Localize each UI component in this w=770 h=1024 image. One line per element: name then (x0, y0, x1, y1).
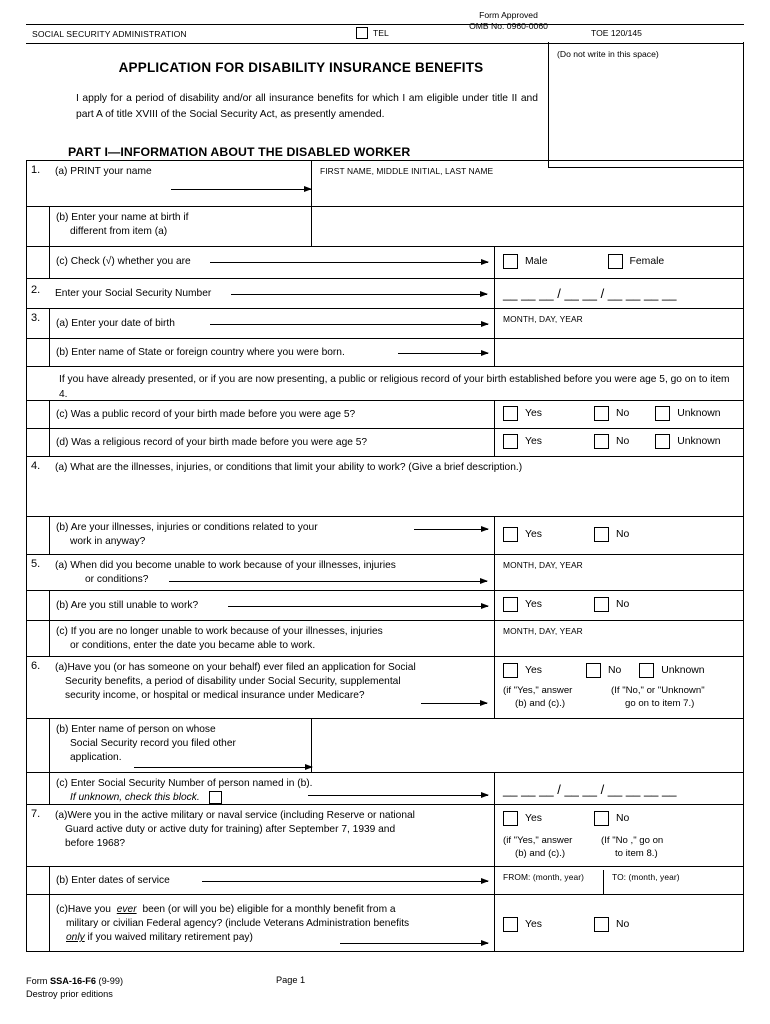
yes-checkbox[interactable] (503, 527, 518, 542)
item-1c-options-cell (494, 247, 743, 278)
item-4b-option-yes[interactable] (503, 527, 542, 542)
item-3a-row (27, 309, 743, 339)
item-5a-label-line1: (a) When did you become unable to work because of your illnesses, injuries (55, 560, 396, 571)
item-7c-only: only (66, 932, 85, 943)
item-3c-label-cell (49, 401, 494, 428)
no-label: No (615, 918, 630, 930)
ssn-input[interactable]: __ __ __ / __ __ / __ __ __ __ (503, 782, 677, 797)
form-approved-label: Form Approved (479, 10, 538, 20)
arrow-icon (398, 353, 488, 354)
item-6-number: 6. (31, 660, 41, 672)
item-4b-label-line2: work in anyway? (70, 536, 146, 547)
item-3d-label-cell (49, 429, 494, 456)
item-6c-label-line1: (c) Enter Social Security Number of person named in (b). (56, 778, 313, 789)
item-1c-label: (c) Check (√) whether you are (56, 256, 191, 267)
item-5b-label-cell (49, 591, 494, 620)
item-3-note: If you have already presented, or if you are now presenting, a public or religious record of your birth established before you were age 5, go on to item 4. (59, 374, 730, 400)
unknown-checkbox[interactable] (639, 663, 654, 678)
male-label: Male (525, 255, 548, 267)
gender-option-female[interactable] (608, 254, 665, 269)
item-3d-option-unknown[interactable] (655, 434, 720, 449)
arrow-icon (210, 262, 488, 263)
intro-paragraph: I apply for a period of disability and/or all insurance benefits for which I am eligible under title II and part A of title XVIII of the Social Security Act, as presently amended. (76, 93, 538, 120)
item-6a-label-line2: Security benefits, a period of disability under Social Security, supplemental (65, 676, 401, 687)
item-7c-label-cell (49, 895, 494, 951)
no-label: No (615, 528, 630, 540)
item-5b-number-spacer (27, 591, 49, 620)
item-6c-label-line2: If unknown, check this block. (70, 792, 200, 804)
no-label: No (615, 407, 630, 419)
item-3c-number-spacer (27, 401, 49, 428)
item-3c-option-yes[interactable] (503, 406, 542, 421)
toe-number: TOE 120/145 (591, 28, 642, 38)
no-checkbox[interactable] (586, 663, 601, 678)
footer-page-number: Page 1 (276, 975, 306, 985)
item-7c-number-spacer (27, 895, 49, 951)
gender-option-male[interactable] (503, 254, 548, 269)
arrow-icon (210, 324, 488, 325)
item-5a-caption: MONTH, DAY, YEAR (503, 560, 583, 570)
item-7a-hint-left-line1: (if "Yes," answer (503, 835, 573, 846)
item-7c-label-line1b: been (or will you be) eligible for a monthly benefit from a (142, 904, 396, 915)
item-2-row (27, 279, 743, 309)
item-1a-row (27, 161, 743, 207)
unknown-label: Unknown (677, 435, 721, 447)
item-5a-label-line2: or conditions? (85, 574, 149, 585)
item-6a-options-cell (494, 657, 743, 718)
item-7b-dates-cell (494, 867, 743, 894)
arrow-icon (414, 529, 488, 530)
item-7a-option-no[interactable] (594, 811, 629, 826)
yes-checkbox[interactable] (503, 811, 518, 826)
no-checkbox[interactable] (594, 811, 609, 826)
item-4a-label-cell (49, 457, 743, 516)
item-3a-input-cell[interactable] (494, 309, 743, 338)
item-7c-label-line2: military or civilian Federal agency? (include Veterans Administration benefits (66, 918, 410, 929)
footer-form-line (26, 975, 276, 988)
title-block (40, 60, 562, 123)
item-1b-label-cell (49, 207, 311, 246)
footer-form-rev: (9-99) (98, 976, 124, 986)
item-3b-number-spacer (27, 339, 49, 366)
item-6c-label-cell (49, 773, 494, 804)
item-6b-label-line3: application. (70, 752, 122, 763)
item-4b-label-line1: (b) Are your illnesses, injuries or conditions related to your (56, 522, 318, 533)
item-7a-label-cell (49, 805, 494, 866)
item-3b-label-cell (49, 339, 494, 366)
arrow-icon (308, 795, 488, 796)
item-4b-label-cell (49, 517, 494, 554)
item-6c-label-line2-wrap (56, 791, 488, 805)
item-7-number: 7. (31, 808, 41, 820)
item-4-number: 4. (31, 460, 41, 472)
item-4b-row (27, 517, 743, 555)
item-6a-label-cell (49, 657, 494, 718)
item-1a-input-cell[interactable] (311, 161, 743, 206)
item-5b-options-cell (494, 591, 743, 620)
form-grid (26, 161, 744, 952)
no-label: No (607, 664, 622, 676)
item-3d-option-no[interactable] (594, 434, 629, 449)
item-7a-label-line2: Guard active duty or active duty for training) after September 7, 1939 and (65, 824, 396, 835)
yes-label: Yes (525, 407, 542, 419)
item-4a-row[interactable] (27, 457, 743, 517)
item-5a-label-cell (49, 555, 494, 590)
item-3-note-row (27, 367, 743, 401)
item-7b-number-spacer (27, 867, 49, 894)
item-6a-label-line3: security income, or hospital or medical insurance under Medicare? (65, 690, 365, 701)
item-6a-hint-left-line1: (if "Yes," answer (503, 685, 573, 696)
yes-label: Yes (525, 598, 542, 610)
item-5c-row (27, 621, 743, 657)
arrow-icon (202, 881, 488, 882)
item-1a-caption: FIRST NAME, MIDDLE INITIAL, LAST NAME (320, 166, 494, 176)
item-7c-label-line3b: if you waived military retirement pay) (87, 932, 253, 943)
item-5c-label-cell (49, 621, 494, 656)
agency-name: SOCIAL SECURITY ADMINISTRATION (32, 29, 187, 39)
item-7a-label-line3: before 1968? (65, 838, 126, 849)
item-7b-to-caption: TO: (month, year) (612, 872, 680, 882)
item-5a-input-cell[interactable] (494, 555, 743, 590)
arrow-icon (231, 294, 487, 295)
item-3b-row (27, 339, 743, 367)
item-5b-option-no[interactable] (594, 597, 629, 612)
item-4b-options-cell (494, 517, 743, 554)
footer-form-word: Form (26, 976, 48, 986)
yes-checkbox[interactable] (503, 406, 518, 421)
item-1b-input-cell[interactable] (311, 207, 743, 246)
item-7a-options-cell (494, 805, 743, 866)
item-6a-option-no[interactable] (586, 663, 621, 678)
no-checkbox[interactable] (594, 917, 609, 932)
item-5c-label-line1: (c) If you are no longer unable to work because of your illnesses, injuries (56, 626, 383, 637)
item-7b-row (27, 867, 743, 895)
item-6b-input-cell[interactable] (311, 719, 743, 772)
tel-label: TEL (373, 28, 389, 38)
item-1b-row (27, 207, 743, 247)
yes-label: Yes (525, 812, 542, 824)
item-7c-label-line1: (c)Have you (56, 904, 111, 915)
item-6a-label-line1: (a)Have you (or has someone on your behalf) ever filed an application for Social (55, 662, 416, 673)
item-4b-option-no[interactable] (594, 527, 629, 542)
item-3c-row (27, 401, 743, 429)
item-1b-label-line2: different from item (a) (70, 226, 168, 237)
arrow-icon (134, 767, 312, 768)
item-3d-option-yes[interactable] (503, 434, 542, 449)
item-3c-label: (c) Was a public record of your birth made before you were age 5? (56, 409, 356, 420)
item-6b-row (27, 719, 743, 773)
male-checkbox[interactable] (503, 254, 518, 269)
footer-destroy-note: Destroy prior editions (26, 989, 113, 999)
do-not-write-box (548, 42, 744, 168)
item-6a-option-unknown[interactable] (639, 663, 704, 678)
item-6b-label-line2: Social Security record you filed other (70, 738, 236, 749)
item-7c-row (27, 895, 743, 951)
item-7a-hint-left-line2: (b) and (c).) (515, 848, 566, 859)
yes-checkbox[interactable] (503, 597, 518, 612)
item-5-number: 5. (31, 558, 41, 570)
item-7c-option-no[interactable] (594, 917, 629, 932)
item-6a-hint-right-line2: go on to item 7.) (625, 698, 695, 709)
item-1b-label-line1: (b) Enter your name at birth if (56, 212, 189, 223)
item-2-label-cell (49, 279, 494, 308)
yes-label: Yes (525, 664, 542, 676)
no-label: No (615, 812, 630, 824)
item-2-ssn-cell[interactable] (494, 279, 743, 308)
omb-approval (441, 10, 576, 32)
unknown-block-checkbox[interactable] (209, 791, 222, 804)
item-1a-label-cell (49, 161, 311, 206)
footer-form-id: SSA-16-F6 (50, 976, 96, 986)
item-6a-hint-left-line2: (b) and (c).) (515, 698, 566, 709)
item-6a-hint-right-line1: (If "No," or "Unknown" (611, 685, 705, 696)
item-6c-row (27, 773, 743, 805)
form-header (26, 10, 744, 44)
item-1c-label-cell (49, 247, 494, 278)
item-4b-number-spacer (27, 517, 49, 554)
unknown-checkbox[interactable] (655, 406, 670, 421)
item-6a-row (27, 657, 743, 719)
item-7a-hint-right-line1: (If "No ," go on (601, 835, 664, 846)
unknown-label: Unknown (677, 407, 721, 419)
item-5b-row (27, 591, 743, 621)
item-7c-option-yes[interactable] (503, 917, 542, 932)
form-footer (26, 975, 744, 1001)
item-1a-label: (a) PRINT your name (55, 166, 152, 177)
arrow-icon (228, 606, 488, 607)
arrow-icon (340, 943, 488, 944)
unknown-checkbox[interactable] (655, 434, 670, 449)
item-6a-option-yes[interactable] (503, 663, 542, 678)
item-7a-row (27, 805, 743, 867)
arrow-icon (421, 703, 487, 704)
item-2-number: 2. (31, 284, 41, 296)
item-6c-ssn-cell[interactable] (494, 773, 743, 804)
item-2-label: Enter your Social Security Number (55, 288, 212, 299)
item-6b-label-cell (49, 719, 311, 772)
item-6b-number-spacer (27, 719, 49, 772)
item-3d-number-spacer (27, 429, 49, 456)
item-7c-label-row1 (56, 903, 488, 917)
item-3b-label: (b) Enter name of State or foreign country where you were born. (56, 347, 345, 358)
item-3b-input-cell[interactable] (494, 339, 743, 366)
yes-label: Yes (525, 435, 542, 447)
page-title: APPLICATION FOR DISABILITY INSURANCE BENEFITS (118, 60, 484, 75)
item-7b-from-caption: FROM: (month, year) (503, 872, 585, 882)
item-7b-label-cell (49, 867, 494, 894)
item-1b-number-spacer (27, 207, 49, 246)
item-5a-row (27, 555, 743, 591)
item-3-number: 3. (31, 312, 41, 324)
yes-checkbox[interactable] (503, 434, 518, 449)
yes-checkbox[interactable] (503, 917, 518, 932)
female-checkbox[interactable] (608, 254, 623, 269)
no-checkbox[interactable] (594, 527, 609, 542)
item-5b-label: (b) Are you still unable to work? (56, 600, 199, 611)
part-1-banner: PART I—INFORMATION ABOUT THE DISABLED WORKER (26, 145, 744, 161)
item-6c-number-spacer (27, 773, 49, 804)
item-7a-hint-right-line2: to item 8.) (615, 848, 658, 859)
no-checkbox[interactable] (594, 434, 609, 449)
item-1-number: 1. (31, 164, 41, 176)
item-3a-label: (a) Enter your date of birth (56, 318, 175, 329)
tel-checkbox[interactable] (356, 27, 368, 39)
item-1c-row (27, 247, 743, 279)
item-1c-number-spacer (27, 247, 49, 278)
item-5b-option-yes[interactable] (503, 597, 542, 612)
arrow-icon (169, 581, 487, 582)
item-7b-to-field[interactable] (603, 870, 743, 894)
item-7b-label: (b) Enter dates of service (56, 875, 170, 886)
tel-checkbox-group[interactable] (356, 27, 389, 39)
item-5c-input-cell[interactable] (494, 621, 743, 656)
item-3-note-spacer (27, 367, 49, 400)
item-3c-option-no[interactable] (594, 406, 629, 421)
item-7a-option-yes[interactable] (503, 811, 542, 826)
item-3a-caption: MONTH, DAY, YEAR (503, 314, 583, 324)
yes-label: Yes (525, 918, 542, 930)
do-not-write-label: (Do not write in this space) (557, 49, 659, 59)
item-7b-from-field[interactable] (495, 870, 603, 894)
item-3a-label-cell (49, 309, 494, 338)
footer-left (26, 975, 276, 1001)
no-checkbox[interactable] (594, 406, 609, 421)
item-6b-label-line1: (b) Enter name of person on whose (56, 724, 216, 735)
female-label: Female (629, 255, 665, 267)
item-5c-label-line2: or conditions, enter the date you became able to work. (70, 640, 316, 651)
item-3d-row (27, 429, 743, 457)
item-7c-emphasis: ever (116, 904, 137, 915)
item-7a-label-line1: (a)Were you in the active military or naval service (including Reserve or national (55, 810, 415, 821)
arrow-icon (171, 189, 311, 190)
item-7c-options-cell (494, 895, 743, 951)
item-3d-options-cell (494, 429, 743, 456)
item-5c-caption: MONTH, DAY, YEAR (503, 626, 583, 636)
omb-number: OMB No. 0960-0060 (469, 21, 548, 31)
no-label: No (615, 435, 630, 447)
yes-label: Yes (525, 528, 542, 540)
item-3c-options-cell (494, 401, 743, 428)
item-3c-option-unknown[interactable] (655, 406, 720, 421)
item-3d-label: (d) Was a religious record of your birth made before you were age 5? (56, 437, 368, 448)
no-checkbox[interactable] (594, 597, 609, 612)
item-4a-label: (a) What are the illnesses, injuries, or conditions that limit your ability to work? (Give a brief description.) (55, 462, 523, 473)
yes-checkbox[interactable] (503, 663, 518, 678)
no-label: No (615, 598, 630, 610)
ssn-input[interactable]: __ __ __ / __ __ / __ __ __ __ (503, 286, 677, 301)
unknown-label: Unknown (661, 664, 705, 676)
item-5c-number-spacer (27, 621, 49, 656)
